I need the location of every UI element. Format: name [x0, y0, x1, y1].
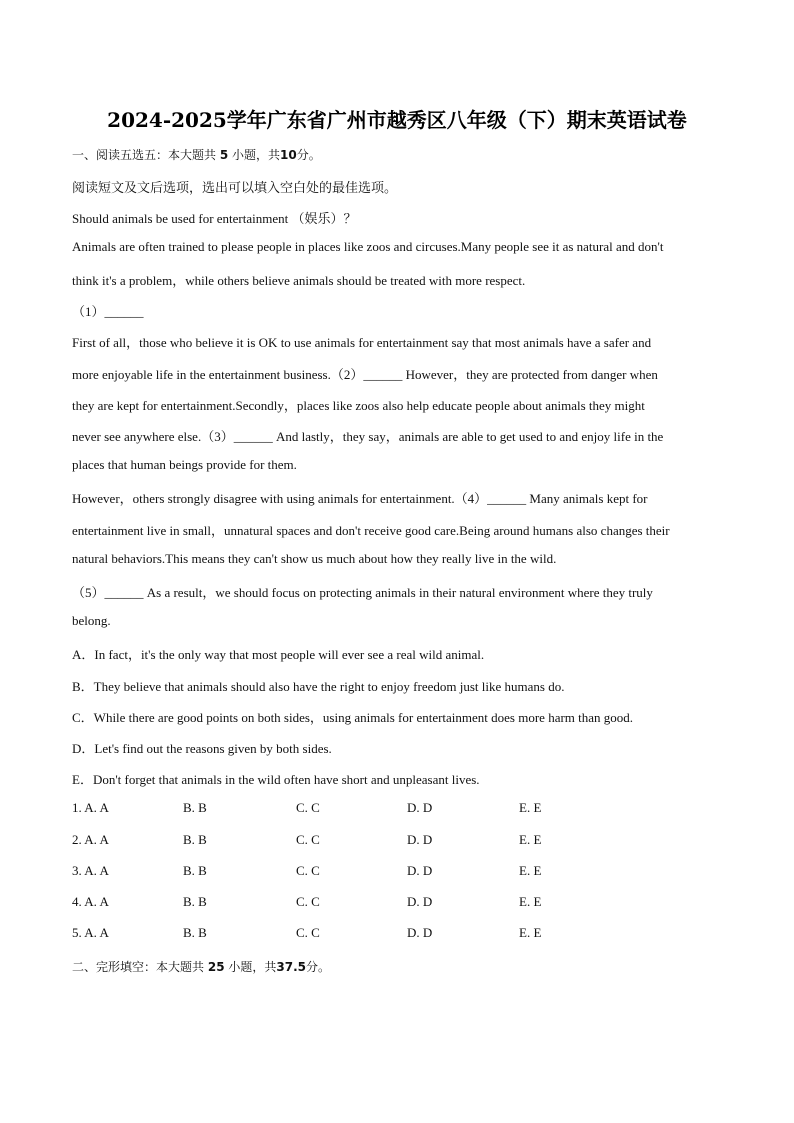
option-d: D．Let's find out the reasons given by both sides.	[72, 741, 332, 756]
answer-choice[interactable]: C. C	[296, 925, 320, 940]
answer-choice[interactable]: E. E	[519, 863, 542, 878]
section-1-heading: 一、阅读五选五：本大题共 5 小题，共10分。	[72, 148, 321, 162]
option-c: C．While there are good points on both sides，using animals for entertainment does more harm than good.	[72, 710, 634, 725]
answer-choice[interactable]: D. D	[407, 894, 433, 909]
answer-choice[interactable]: E. E	[519, 925, 542, 940]
answer-choice[interactable]: C. C	[296, 800, 320, 815]
option-b: B．They believe that animals should also have the right to enjoy freedom just like humans do.	[72, 679, 565, 694]
answer-choice[interactable]: B. B	[183, 894, 207, 909]
passage-line: However，others strongly disagree with using animals for entertainment.（4）______ Many animals kept for	[72, 491, 648, 506]
instruction-text: 阅读短文及文后选项，选出可以填入空白处的最佳选项。	[72, 180, 398, 195]
answer-choice[interactable]: E. E	[519, 832, 542, 847]
answer-choice[interactable]: C. C	[296, 832, 320, 847]
option-e: E．Don't forget that animals in the wild often have short and unpleasant lives.	[72, 772, 480, 787]
answer-choice[interactable]: B. B	[183, 832, 207, 847]
section-2-heading: 二、完形填空：本大题共 25 小题，共37.5分。	[72, 960, 331, 974]
answer-choice[interactable]: D. D	[407, 925, 433, 940]
answer-choice[interactable]: 3. A. A	[72, 863, 109, 878]
passage-line: First of all，those who believe it is OK to use animals for entertainment say that most animals have a safer and	[72, 335, 652, 350]
answer-choice[interactable]: 5. A. A	[72, 925, 109, 940]
passage-line: they are kept for entertainment.Secondly，places like zoos also help educate people about animals they might	[72, 398, 645, 413]
passage-line: more enjoyable life in the entertainment business.（2）______ However，they are protected from danger when	[72, 367, 658, 382]
passage-line: （1）______	[72, 304, 144, 319]
page-title: 2024-2025学年广东省广州市越秀区八年级（下）期末英语试卷	[107, 108, 687, 132]
option-a: A．In fact，it's the only way that most people will ever see a real wild animal.	[72, 647, 485, 662]
answer-row	[72, 863, 632, 881]
passage-line: Animals are often trained to please people in places like zoos and circuses.Many people see it as natural and don't	[72, 239, 664, 254]
answer-choice[interactable]: B. B	[183, 925, 207, 940]
passage-line: never see anywhere else.（3）______ And lastly，they say，animals are able to get used to and enjoy life in the	[72, 429, 664, 444]
passage-line: places that human beings provide for them.	[72, 457, 297, 472]
passage-line: entertainment live in small，unnatural spaces and don't receive good care.Being around humans also changes their	[72, 523, 670, 538]
answer-choice[interactable]: D. D	[407, 800, 433, 815]
answer-choice[interactable]: E. E	[519, 894, 542, 909]
answer-choice[interactable]: 1. A. A	[72, 800, 109, 815]
passage-line: （5）______ As a result，we should focus on protecting animals in their natural environment where they truly	[72, 585, 653, 600]
answer-choice[interactable]: B. B	[183, 800, 207, 815]
answer-row	[72, 800, 632, 818]
passage-heading: Should animals be used for entertainment （娱乐）？	[72, 211, 357, 226]
answer-choice[interactable]: C. C	[296, 863, 320, 878]
answer-row	[72, 832, 632, 850]
answer-row	[72, 894, 632, 912]
answer-row	[72, 925, 632, 943]
passage-line: natural behaviors.This means they can't show us much about how they really live in the wild.	[72, 551, 557, 566]
answer-choice[interactable]: 4. A. A	[72, 894, 109, 909]
answer-choice[interactable]: E. E	[519, 800, 542, 815]
passage-line: think it's a problem，while others believe animals should be treated with more respect.	[72, 273, 526, 288]
answer-choice[interactable]: D. D	[407, 832, 433, 847]
answer-choice[interactable]: 2. A. A	[72, 832, 109, 847]
answer-choice[interactable]: C. C	[296, 894, 320, 909]
answer-choice[interactable]: D. D	[407, 863, 433, 878]
passage-line: belong.	[72, 613, 111, 628]
answer-choice[interactable]: B. B	[183, 863, 207, 878]
